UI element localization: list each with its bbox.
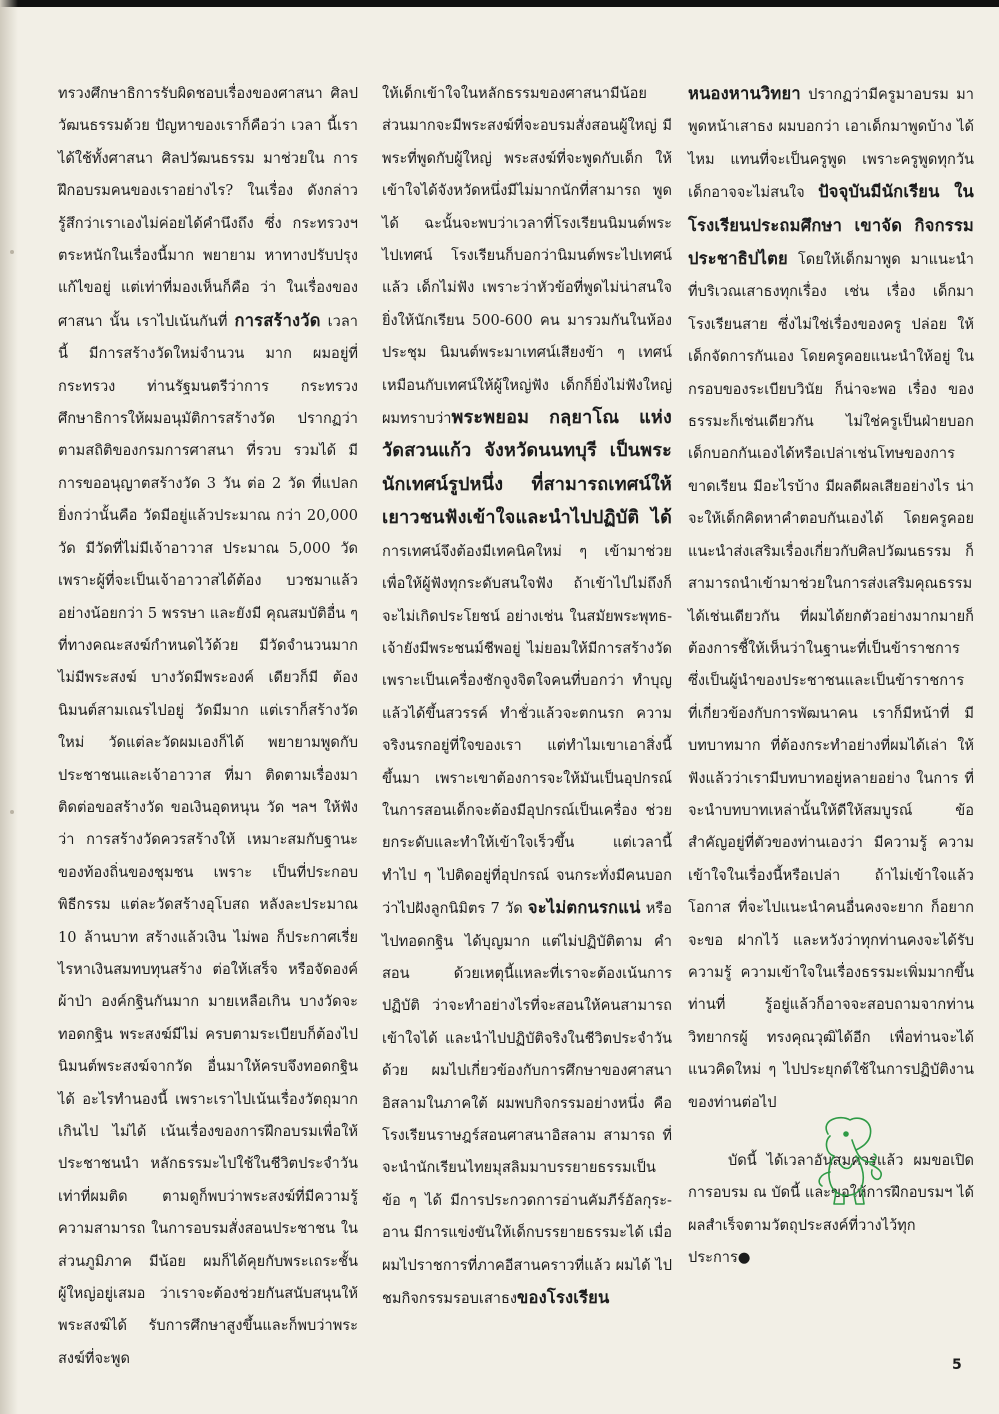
column-3-text [688, 78, 974, 1119]
column-2 [382, 78, 672, 1315]
binding-hole [10, 810, 14, 814]
paragraph-text: โดยให้เด็กมาพูด มาแนะนำ ที่บริเวณเสาธงทุกเรื่อง เช่น เรื่อง เด็กมาโรงเรียนสาย ซึ่งไม่ใช่เรื่องของครู ปล่อย ให้เด็กจัดการกันเอง โดยครูคอยแนะนำให้อยู่ ในกรอบของระเบียบวินัย ก็น่าจะพอ เรื่อง ของธรรมะก็เช่นเดียวกัน ไม่ใช่ครูเป็นฝ่ายบอก เด็กบอกกันเองได้หรือเปล่าเช่นโทษของการ ขาดเรียน มีอะไรบ้าง มีผลดีผลเสียอย่างไร น่าจะให้เด็กคิดหาคำตอบกันเองได้ โดยครูคอย แนะนำส่งเสริมเรื่องเกี่ยวกับศิลปวัฒนธรรม ก็สามารถนำเข้ามาช่วยในการส่งเสริมคุณธรรม ได้เช่นเดียวกัน ที่ผมได้ยกตัวอย่างมากมายก็ ต้องการชี้ให้เห็นว่าในฐานะที่เป็นข้าราชการ ซึ่งเป็นผู้นำของประชาชนและเป็นข้าราชการ ที่เกี่ยวข้องกับการพัฒนาคน เราก็มีหน้าที่ มีบทบาทมาก ที่ต้องกระทำอย่างที่ผมได้เล่า ให้ฟังแล้วว่าเรามีบทบาทอยู่หลายอย่าง ในการ ที่จะนำบทบาทเหล่านั้นให้ดีให้สมบูรณ์ ข้อ สำคัญอยู่ที่ตัวของท่านเองว่า มีความรู้ ความ เข้าใจในเรื่องนี้หรือเปล่า ถ้าไม่เข้าใจแล้วโอกาส ที่จะไปแนะนำคนอื่นคงจะยาก ก็อยากจะขอ ฝากไว้ และหวังว่าทุกท่านคงจะได้รับความรู้ ความเข้าใจในเรื่องธรรมะเพิ่มมากขึ้น ท่านที่ รู้อยู่แล้วก็อาจจะสอบถามจากท่านวิทยากรผู้ ทรงคุณวุฒิได้อีก เพื่อท่านจะได้แนวคิดใหม่ ๆ ไปประยุกต์ใช้ในการปฏิบัติงานของท่านต่อไป [688, 251, 974, 1111]
column-1 [58, 78, 358, 1375]
emphasis-text: การสร้างวัด [234, 310, 321, 330]
binding-hole [10, 250, 14, 254]
elephant-icon [800, 1112, 890, 1212]
paragraph-text: ปรากฏว่ามีครูมาอบรม มาพูดหน้าเสาธง ผมบอกว่า เอาเด็กมาพูดบ้าง ได้ไหม แทนที่จะเป็นครูพูด เพราะครูพูดทุกวัน เด็กอาจจะไม่สนใจ [688, 86, 974, 202]
page-number: 5 [952, 1357, 962, 1373]
column-1-text [58, 78, 358, 1375]
paragraph-text: การเทศน์จึงต้องมีเทคนิคใหม่ ๆ เข้ามาช่วย เพื่อให้ผู้ฟังทุกระดับสนใจฟัง ถ้าเข้าไปไม่ถึงก็ จะไม่เกิดประโยชน์ อย่างเช่น ในสมัยพระพุทธ- เจ้ายังมีพระชนม์ชีพอยู่ ไม่ยอมให้มีการสร้างวัด เพราะเป็นเครื่องชักจูงจิตใจคนที่บอกว่า ทำบุญ แล้วได้ขึ้นสวรรค์ ทำชั่วแล้วจะตกนรก ความ จริงนรกอยู่ที่ใจของเรา แต่ทำไมเขาเอาสิ่งนี้ ขึ้นมา เพราะเขาต้องการจะให้มันเป็นอุปกรณ์ ในการสอนเด็กจะต้องมีอุปกรณ์เป็นเครื่อง ช่วยยกระดับและทำให้เข้าใจเร็วขึ้น แต่เวลานี้ ทำไป ๆ ไปติดอยู่ที่อุปกรณ์ จนกระทั่งมีคนบอก ว่าไปฝังลูกนิมิตร 7 วัด [382, 542, 672, 918]
emphasis-text: ปัจจุบันมีนักเรียน ในโรงเรียนประถมศึกษา เขาจัด กิจกรรมประชาธิปไตย [688, 182, 974, 269]
column-3 [688, 78, 974, 1275]
spine-shadow [0, 0, 18, 1414]
paragraph-text: ให้เด็กเข้าใจในหลักธรรมของศาสนามีน้อย ส่วนมากจะมีพระสงฆ์ที่จะอบรมสั่งสอนผู้ใหญ่ มีพระที่พูดกับผู้ใหญ่ พระสงฆ์ที่จะพูดกับเด็ก ให้เข้าใจได้จังหวัดหนึ่งมีไม่มากนักที่สามารถ พูดได้ ฉะนั้นจะพบว่าเวลาที่โรงเรียนนิมนต์พระ ไปเทศน์ โรงเรียนก็บอกว่านิมนต์พระไปเทศน์ แล้ว เด็กไม่ฟัง เพราะว่าหัวข้อที่พูดไม่น่าสนใจ ยิ่งให้นักเรียน 500-600 คน มารวมกันในห้อง ประชุม นิมนต์พระมาเทศน์เสียงข้า ๆ เทศน์ เหมือนกับเทศน์ให้ผู้ใหญ่ฟัง เด็กก็ยิ่งไม่ฟังใหญ่ ผมทราบว่า [382, 85, 672, 428]
paragraph-text: หรือไปทอดกฐิน ได้บุญมาก แต่ไม่ปฏิบัติตาม คำสอน ด้วยเหตุนี้แหละที่เราจะต้องเน้นการ ปฏิบัติ ว่าจะทำอย่างไรที่จะสอนให้คนสามารถ เข้าใจได้ และนำไปปฏิบัติจริงในชีวิตประจำวัน ด้วย ผมไปเกี่ยวข้องกับการศึกษาของศาสนา อิสลามในภาคใต้ ผมพบกิจกรรมอย่างหนึ่ง คือ โรงเรียนราษฎร์สอนศาสนาอิสลาม สามารถ ที่จะนำนักเรียนไทยมุสลิมมาบรรยายธรรมเป็น ข้อ ๆ ได้ มีการประกวดการอ่านคัมภีร์อัลกุระ- อาน มีการแข่งขันให้เด็กบรรยายธรรมะได้ เมื่อผมไปราชการที่ภาคอีสานคราวที่แล้ว ผมได้ ไปชมกิจกรรมรอบเสาธง [382, 900, 672, 1308]
emphasis-text: หนองหานวิทยา [688, 84, 801, 103]
emphasis-text: จะไม่ตกนรกแน่ [527, 898, 641, 918]
page-top-edge [0, 0, 999, 7]
column-2-text [382, 78, 672, 1315]
paragraph-text: ทรวงศึกษาธิการรับผิดชอบเรื่องของศาสนา ศิลปวัฒนธรรมด้วย ปัญหาของเราก็คือว่า เวลา นี้เราได้ใช้ทั้งศาสนา ศิลปวัฒนธรรม มาช่วยใน การฝึกอบรมคนของเราอย่างไร? ในเรื่อง ดังกล่าวรู้สึกว่าเราเองไม่ค่อยได้คำนึงถึง ซึ่ง กระทรวงฯ ตระหนักในเรื่องนี้มาก พยายาม หาทางปรับปรุงแก้ไขอยู่ แต่เท่าที่มองเห็นก็คือ ว่า ในเรื่องของศาสนา นั้น เราไปเน้นกันที่ [58, 85, 358, 330]
emphasis-text: ของโรงเรียน [517, 1288, 610, 1308]
paragraph-text: เวลานี้ มีการสร้างวัดใหม่จำนวน มาก ผมอยู่ที่กระทรวง ท่านรัฐมนตรีว่าการ กระทรวงศึกษาธิการให้ผมอนุมัติการสร้างวัด ปรากฏว่าตามสถิติของกรมการศาสนา ที่รวบ รวมได้ มีการขออนุญาตสร้างวัด 3 วัน ต่อ 2 วัด ที่แปลกยิ่งกว่านั้นคือ วัดมีอยู่แล้วประมาณ กว่า 20,000 วัด มีวัดที่ไม่มีเจ้าอาวาส ประมาณ 5,000 วัด เพราะผู้ที่จะเป็นเจ้าอาวาสได้ต้อง บวชมาแล้วอย่างน้อยกว่า 5 พรรษา และยังมี คุณสมบัติอื่น ๆ ที่ทางคณะสงฆ์กำหนดไว้ด้วย มีวัดจำนวนมากไม่มีพระสงฆ์ บางวัดมีพระองค์ เดียวก็มี ต้องนิมนต์สามเณรไปอยู่ วัดมีมาก แต่เราก็สร้างวัดใหม่ วัดแต่ละวัดผมเองก็ได้ พยายามพูดกับประชาชนและเจ้าอาวาส ที่มา ติดตามเรื่องมาติดต่อขอสร้างวัด ขอเงินอุดหนุน วัด ฯลฯ ให้ฟังว่า การสร้างวัดควรสร้างให้ เหมาะสมกับฐานะของท้องถิ่นของชุมชน เพราะ เป็นที่ประกอบพิธีกรรม แต่ละวัดสร้างอุโบสถ หลังละประมาณ 10 ล้านบาท สร้างแล้วเงิน ไม่พอ ก็ประกาศเรี่ยไรหาเงินสมทบทุนสร้าง ต่อให้เสร็จ หรือจัดองค์ผ้าป่า องค์กฐินกันมาก มายเหลือเกิน บางวัดจะทอดกฐิน พระสงฆ์มีไม่ ครบตามระเบียบก็ต้องไปนิมนต์พระสงฆ์จากวัด อื่นมาให้ครบจึงทอดกฐินได้ อะไรทำนองนี้ เพราะเราไปเน้นเรื่องวัตถุมากเกินไป ไม่ได้ เน้นเรื่องของการฝึกอบรมเพื่อให้ประชาชนนำ หลักธรรมะไปใช้ในชีวิตประจำวัน เท่าที่ผมติด ตามดูก็พบว่าพระสงฆ์ที่มีความรู้ความสามารถ ในการอบรมสั่งสอนประชาชน ในส่วนภูมิภาค มีน้อย ผมก็ได้คุยกับพระเถระชั้นผู้ใหญ่อยู่เสมอ ว่าเราจะต้องช่วยกันสนับสนุนให้พระสงฆ์ได้ รับการศึกษาสูงขึ้นและก็พบว่าพระสงฆ์ที่จะพูด [58, 312, 358, 1367]
closing-paragraph: บัดนี้ ได้เวลาอันสมควรแล้ว ผมขอเปิด การอบรม ณ บัดนี้ และขอให้การฝึกอบรมฯ ได้ผลสำเร็จตามวัตถุประสงค์ที่วางไว้ทุกประการ● [688, 1152, 974, 1267]
emphasis-text: พระพยอม กลฺยาโณ แห่ง วัดสวนแก้ว จังหวัดนนทบุรี เป็นพระ นักเทศน์รูปหนึ่ง ที่สามารถเทศน์ให้ เยาวชนฟังเข้าใจและนำไปปฏิบัติ ได้ [382, 407, 672, 529]
